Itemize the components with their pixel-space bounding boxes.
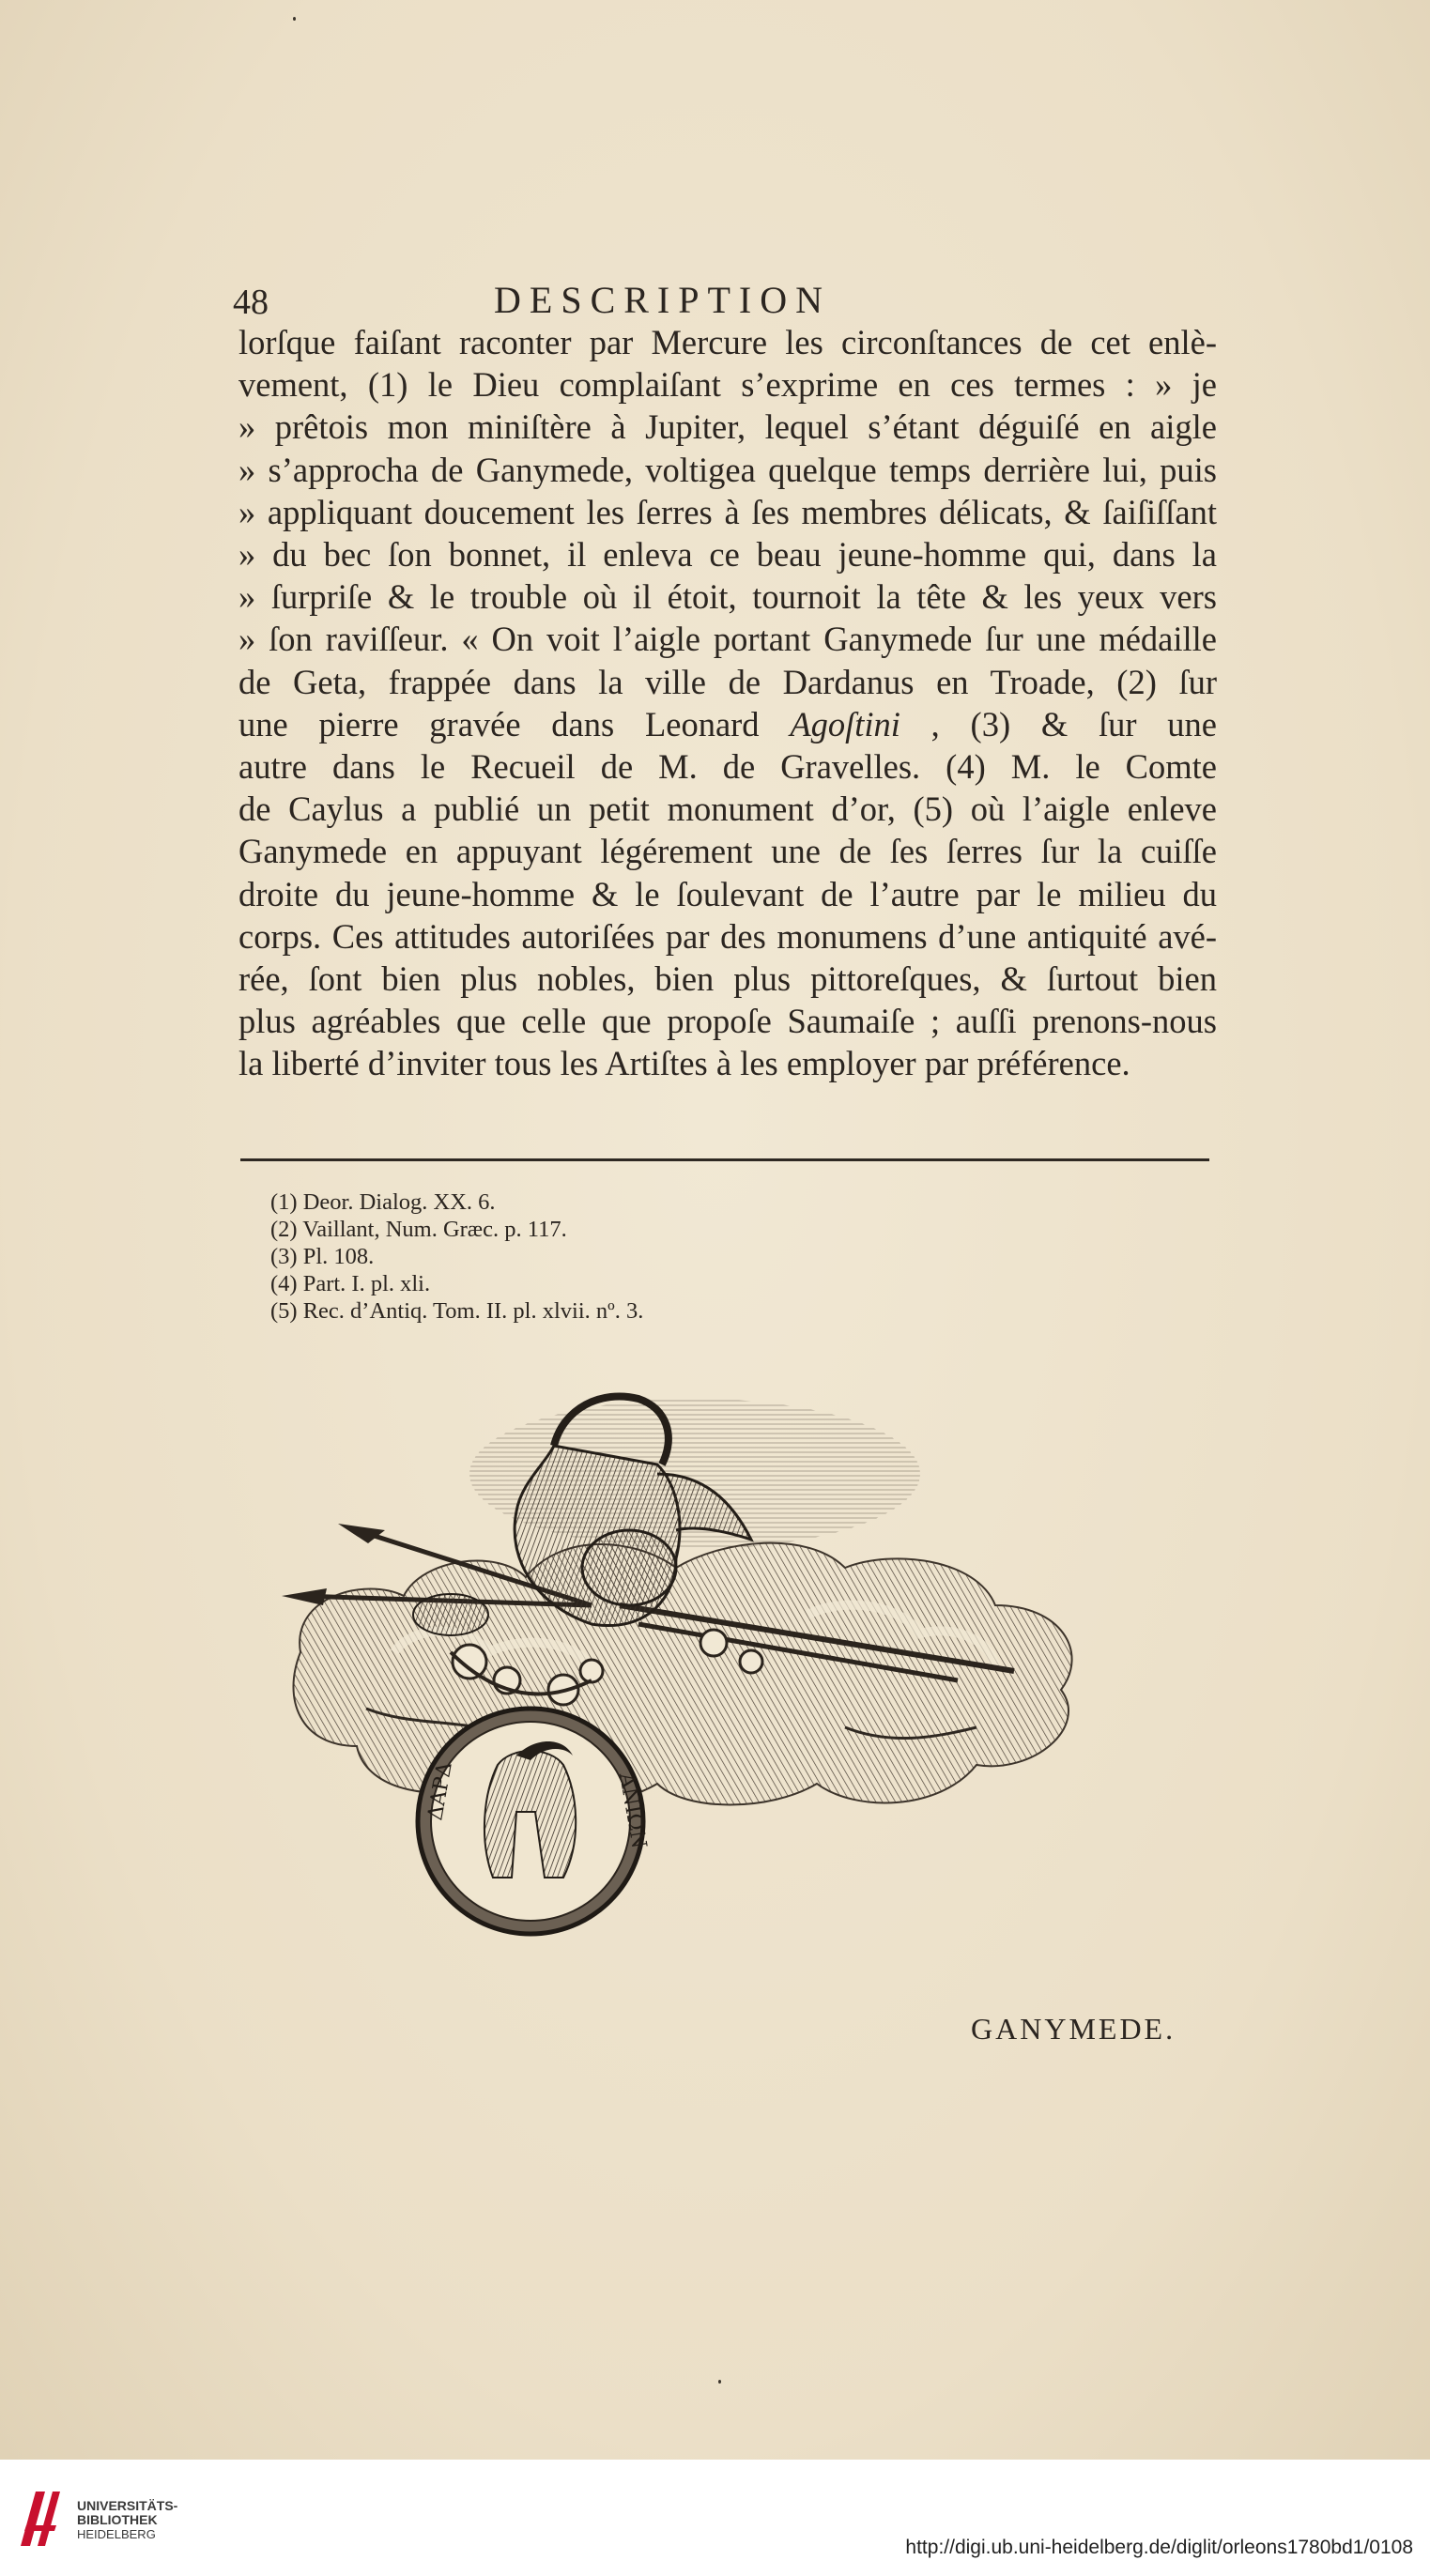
text-line: de Caylus a publié un petit monument d’or, (5) où l’aigle enleve	[238, 790, 1217, 829]
text-line	[238, 703, 1217, 745]
text-line: la liberté d’inviter tous les Artiſtes à les employer par préférence.	[238, 1044, 1130, 1083]
footnote: (1) Deor. Dialog. XX. 6.	[270, 1189, 496, 1215]
text-line: » ſon raviſſeur. « On voit l’aigle portant Ganymede ſur une médaille	[238, 620, 1217, 659]
text-line: lorſque faiſant raconter par Mercure les circonſtances de cet enlè-	[238, 323, 1217, 361]
text-line: plus agréables que celle que propoſe Saumaiſe ; auſſi prenons-nous	[238, 1002, 1217, 1041]
library-name-line: BIBLIOTHEK	[77, 2512, 158, 2527]
text-line: Ganymede en appuyant légérement une de ſes ſerres ſur la cuiſſe	[238, 832, 1217, 871]
coin-right-legend: ΑΝΙΩΝ	[614, 1771, 651, 1851]
text-line-end: , (3) & ſur une	[930, 704, 1217, 744]
text-line: » s’approcha de Ganymede, voltigea quelque temps derrière lui, puis	[238, 450, 1217, 489]
running-head	[233, 278, 1228, 325]
coin-left-legend: ΔΑΡΔ	[423, 1760, 457, 1823]
text-line: » appliquant doucement les ſerres à ſes membres délicats, & ſaiſiſſant	[238, 492, 1217, 531]
text-line: autre dans le Recueil de M. de Gravelles. (4) M. le Comte	[238, 747, 1217, 787]
text-line: corps. Ces attitudes autoriſées par des monumens d’une antiquité avé-	[238, 916, 1217, 956]
plate-caption: GANYMEDE.	[971, 2012, 1176, 2046]
body-text	[238, 321, 1217, 1085]
library-logo-icon	[17, 2488, 64, 2550]
running-title: DESCRIPTION	[494, 279, 832, 321]
footnote: (3) Pl. 108.	[270, 1244, 375, 1269]
footnote: (4) Part. I. pl. xli.	[270, 1271, 431, 1296]
footnote: (2) Vaillant, Num. Græc. p. 117.	[270, 1217, 567, 1242]
footnote: (5) Rec. d’Antiq. Tom. II. pl. xlvii. nº. 3.	[270, 1298, 644, 1324]
ink-speck	[718, 2380, 721, 2384]
cloud-mass	[294, 1543, 1072, 1805]
text-line: rée, ſont bien plus nobles, bien plus pittoreſques, & ſurtout bien	[238, 959, 1217, 999]
digitization-footer	[0, 2460, 1430, 2576]
permalink-url[interactable]: http://digi.ub.uni-heidelberg.de/diglit/orleons1780bd1/0108	[905, 2537, 1413, 2558]
library-name-line: UNIVERSITÄTS-	[77, 2498, 178, 2513]
text-line: » ſurpriſe & le trouble où il étoit, tournoit la tête & les yeux vers	[238, 577, 1217, 617]
text-line-start: une pierre gravée dans Leonard	[238, 704, 760, 744]
footnotes	[270, 1188, 643, 1325]
page-number: 48	[233, 283, 269, 322]
italic-name: Agoſtini	[790, 704, 900, 744]
library-name-line: HEIDELBERG	[77, 2527, 156, 2541]
ganymede-vignette	[282, 1371, 1099, 2009]
footnote-rule	[240, 1158, 1209, 1161]
text-line: de Geta, frappée dans la ville de Dardanus en Troade, (2) ſur	[238, 662, 1217, 701]
text-line: » prêtois mon miniſtère à Jupiter, lequel s’étant déguiſé en aigle	[238, 407, 1217, 447]
library-name	[77, 2499, 177, 2541]
text-line: droite du jeune-homme & le ſoulevant de l’autre par le milieu du	[238, 874, 1217, 913]
ink-speck	[293, 17, 296, 21]
text-line: » du bec ſon bonnet, il enleva ce beau jeune-homme qui, dans la	[238, 535, 1217, 575]
text-line: vement, (1) le Dieu complaiſant s’exprime en ces termes : » je	[238, 365, 1217, 405]
